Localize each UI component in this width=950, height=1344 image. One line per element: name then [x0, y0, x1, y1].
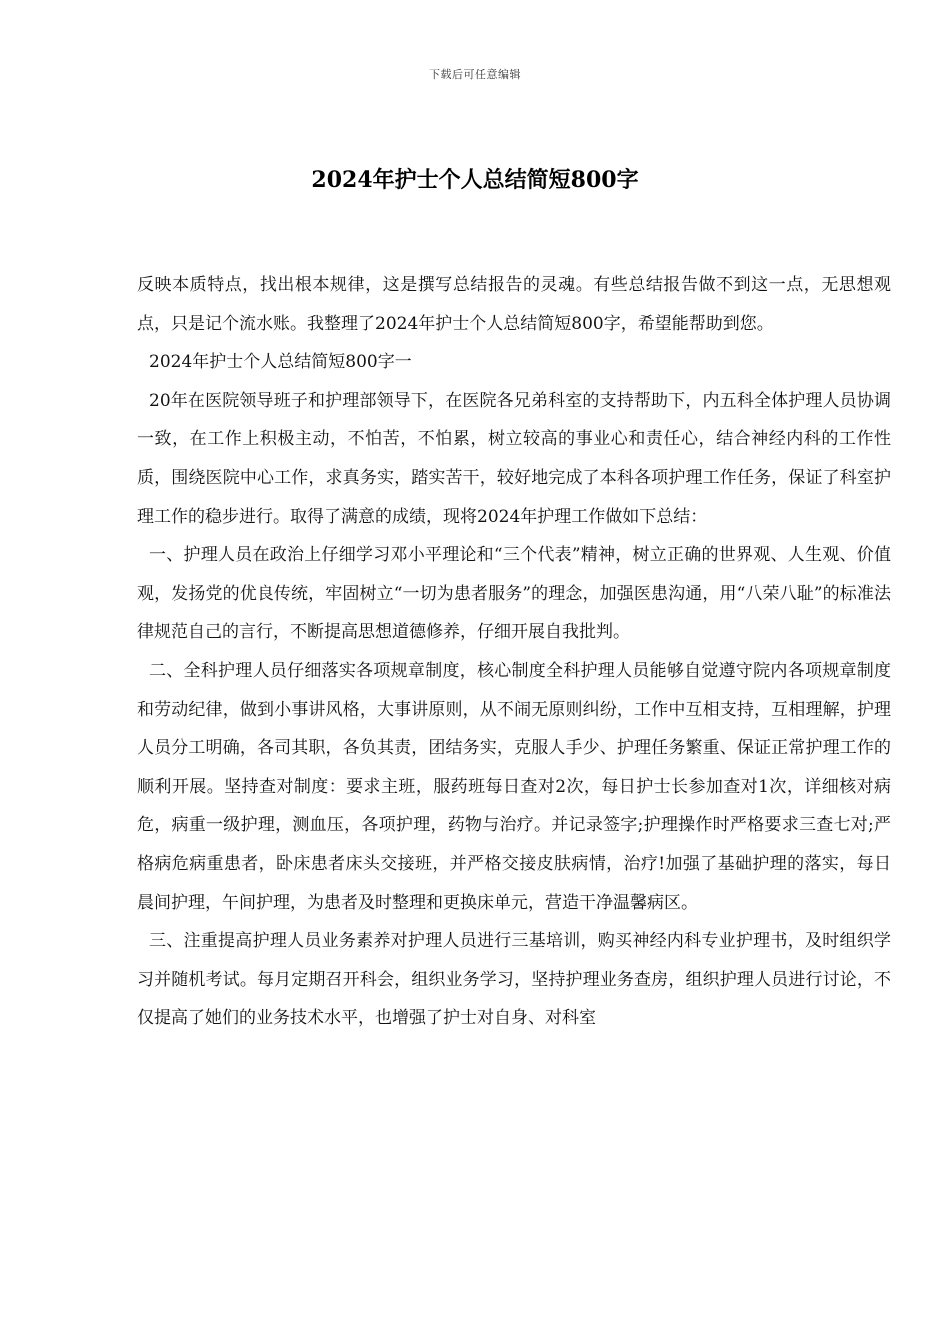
- header-note: 下载后可任意编辑: [429, 68, 521, 81]
- paragraph-intro: 反映本质特点，找出根本规律，这是撰写总结报告的灵魂。有些总结报告做不到这一点，无思想观点，只是记个流水账。我整理了2024年护士个人总结简短800字，希望能帮助到您。: [137, 275, 891, 334]
- paragraph-section-1: 一、护理人员在政治上仔细学习邓小平理论和“三个代表”精神，树立正确的世界观、人生观、价值观，发扬党的优良传统，牢固树立“一切为患者服务”的理念，加强医患沟通，用“八荣八耻”的标准法律规范自己的言行，不断提高思想道德修养，仔细开展自我批判。: [137, 545, 891, 643]
- document-title: 2024年护士个人总结简短800字: [311, 167, 639, 193]
- document-body: [137, 266, 891, 1038]
- paragraph-section-3: 三、注重提高护理人员业务素养对护理人员进行三基培训，购买神经内科专业护理书，及时组织学习并随机考试。每月定期召开科会，组织业务学习，坚持护理业务查房，组织护理人员进行讨论，不仅提高了她们的业务技术水平，也增强了护士对自身、对科室: [137, 931, 891, 1029]
- paragraph-subtitle: 2024年护士个人总结简短800字一: [149, 352, 412, 373]
- paragraph-overview: 20年在医院领导班子和护理部领导下，在医院各兄弟科室的支持帮助下，内五科全体护理人员协调一致，在工作上积极主动，不怕苦，不怕累，树立较高的事业心和责任心，结合神经内科的工作性质，围绕医院中心工作，求真务实，踏实苦干，较好地完成了本科各项护理工作任务，保证了科室护理工作的稳步进行。取得了满意的成绩，现将2024年护理工作做如下总结：: [137, 390, 891, 527]
- paragraph-section-2: 二、全科护理人员仔细落实各项规章制度，核心制度全科护理人员能够自觉遵守院内各项规章制度和劳动纪律，做到小事讲风格，大事讲原则，从不闹无原则纠纷，工作中互相支持，互相理解，护理人员分工明确，各司其职，各负其责，团结务实，克服人手少、护理任务繁重、保证正常护理工作的顺利开展。坚持查对制度：要求主班，服药班每日查对2次，每日护士长参加查对1次，详细核对病危，病重一级护理，测血压，各项护理，药物与治疗。并记录签字;护理操作时严格要求三查七对;严格病危病重患者，卧床患者床头交接班，并严格交接皮肤病情，治疗!加强了基础护理的落实，每日晨间护理，午间护理，为患者及时整理和更换床单元，营造干净温馨病区。: [137, 660, 891, 913]
